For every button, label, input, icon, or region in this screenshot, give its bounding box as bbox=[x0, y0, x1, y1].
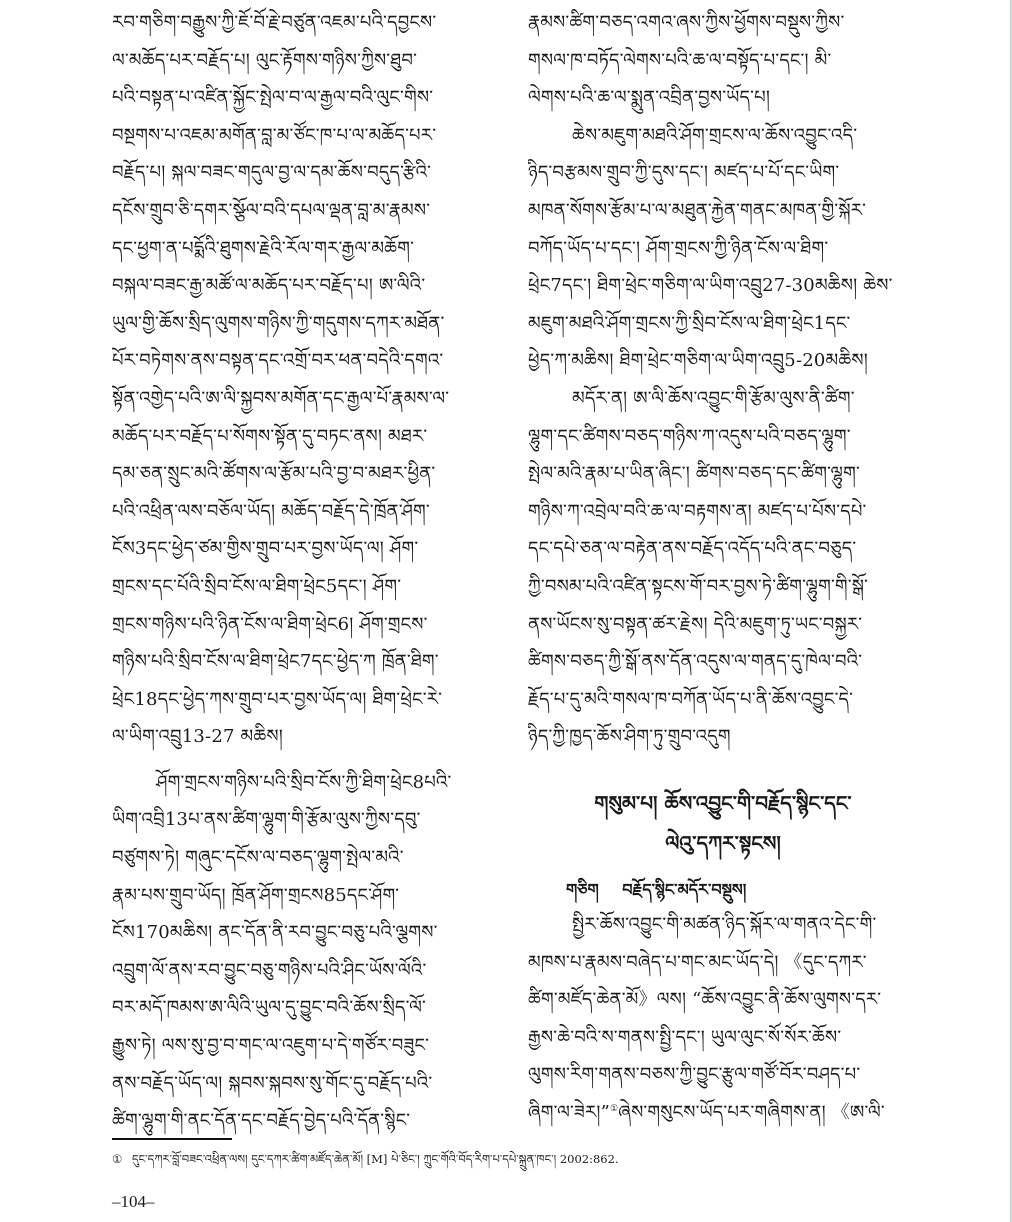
left-paragraph-1 bbox=[112, 4, 502, 756]
text-line: ལུགས་རིག་གནས་བཅས་ཀྱི་བྱུང་རྩུལ་གཙོ་བོར་བཤད་པ་ bbox=[528, 1064, 861, 1086]
text-line: ཉིད་ཀྱི་ཁྱད་ཆོས་ཤིག་ཏུ་གྲུབ་འདུག bbox=[528, 726, 731, 748]
text-line: དམ་ཅན་སྲུང་མའི་ཚོགས་ལ་རྩོམ་པའི་བྱ་བ་མཐར་ཕྱིན་ bbox=[112, 463, 436, 485]
text-line: ངོས170མཆིས། ནང་དོན་ནི་རབ་བྱུང་བཅུ་པའི་ལྕགས་ bbox=[112, 922, 438, 944]
text-line: ཚིག་མཛོད་ཆེན་མོ》ལས། “ཆོས་འབྱུང་ནི་ཆོས་ལུགས་དར་ bbox=[528, 989, 882, 1011]
text-line: དང་ཕྱག་ན་པདྨོའི་ཐུགས་རྗེའི་རོལ་གར་རྒྱལ་མཆོག་ bbox=[112, 237, 415, 259]
text-line: ནས་ཡོངས་སུ་བསྟན་ཚར་རྗེས། དེའི་མཇུག་ཏུ་ཡང་བསྐྱར་ bbox=[528, 613, 863, 635]
subsection-title: བརྗོད་སྙིང་མདོར་བསྡུས། bbox=[622, 880, 747, 899]
text-line: ཕྱེད་ཀ་མཆིས། ཐིག་ཕྲེང་གཅིག་ལ་ཡིག་འབྲུ5-20མཆིས། bbox=[528, 350, 868, 372]
text-line: ལ་མཆོད་པར་བརྗོད་པ། ལུང་རྟོགས་གཉིས་ཀྱིས་ཐུབ་ bbox=[112, 49, 418, 71]
right-column bbox=[528, 4, 918, 756]
footnote-marker: ① bbox=[112, 1152, 123, 1166]
text-segment: ཞེས་གསུངས་ཡོད་པར་གཞིགས་ན། 《ཨ་ལི་ bbox=[618, 1101, 885, 1123]
text-line: ཆེས་མཇུག་མཐའི་ཤོག་གྲངས་ལ་ཆོས་འབྱུང་འདི་ bbox=[572, 124, 858, 146]
text-line: ཉིད་བརྩམས་གྲུབ་ཀྱི་དུས་དང་། མཛད་པ་པོ་དང་ཡིག་ bbox=[528, 162, 840, 184]
text-line: དངོས་གྲུབ་ཅི་དགར་སྩོལ་བའི་དཔལ་ལྡན་བླ་མ་རྣམས་ bbox=[112, 199, 431, 221]
text-line: ཡུལ་གྱི་ཆོས་སྲིད་ལུགས་གཉིས་ཀྱི་གདུགས་དཀར་མཐོན་ bbox=[112, 312, 445, 334]
text-line: རྒྱས་ཆེ་བའི་ས་གནས་སྤྱི་དང་། ཡུལ་ལུང་སོ་སོར་ཆོས་ bbox=[528, 1026, 842, 1048]
text-line: རྣམས་ཚིག་བཅད་འགའ་ཞས་ཀྱིས་ཕྱོགས་བསྡུས་ཀྱིས་ bbox=[528, 12, 845, 33]
text-line: མཁས་པ་རྣམས་བཞེད་པ་གང་མང་ཡོད་དེ། 《དུང་དཀར་ bbox=[528, 951, 867, 973]
text-line: རྣམ་པས་གྲུབ་ཡོད། ཁྲོན་ཤོག་གྲངས85དང་ཤོག་ bbox=[112, 884, 400, 906]
right-paragraph-4 bbox=[528, 906, 918, 1132]
text-line: མཆོད་པར་བརྗོད་པ་སོགས་སྟོན་དུ་བཏང་ནས། མཐར་ bbox=[112, 425, 428, 447]
footnote-text: དུང་དཀར་བློ་བཟང་འཕྲིན་ལས། དུང་དཀར་ཚིག་མཛོད་ཆེན་མོ། [M] པེ་ཅིང་། ཀྲུང་གོའི་བོད་རིག་པ་དཔེ་སྐྲུན་ཁང་། 2002:862. bbox=[131, 1152, 619, 1166]
text-line: ཚིག་ལྷུག་གི་ནང་དོན་དང་བརྗོད་བྱེད་པའི་དོན་སྙིང་ bbox=[112, 1110, 411, 1132]
footnote bbox=[112, 1150, 619, 1168]
text-line: མཇུག་མཐའི་ཤོག་གྲངས་ཀྱི་སྲིབ་ངོས་ལ་ཐིག་ཕྲེང1དང་ bbox=[528, 312, 851, 334]
subsection-number: གཅིག bbox=[566, 880, 599, 899]
text-line: གཉིས་པའི་སྲིབ་ངོས་ལ་ཐིག་ཕྲེང7དང་ཕྱེད་ཀ ཁྲོན་ཐིག་ bbox=[112, 651, 439, 673]
text-line: ཕྲེང7དང་། ཐིག་ཕྲེང་གཅིག་ལ་ཡིག་འབྲུ27-30མཆིས། ཆེས་ bbox=[528, 275, 893, 297]
text-line: པའི་འཕྲིན་ལས་བཅོལ་ཡོད། མཆོད་བརྗོད་དེ་ཁྲོན་ཤོག་ bbox=[112, 500, 430, 522]
footnote-separator bbox=[112, 1138, 232, 1140]
text-line: བཙུགས་ཏེ། གཞུང་དངོས་ལ་བཅད་ལྷུག་སྤེལ་མའི་ bbox=[112, 847, 404, 869]
text-line: མཁན་སོགས་རྩོམ་པ་ལ་མཐུན་རྐྱེན་གནང་མཁན་གྱི་སྐོར་ bbox=[528, 199, 867, 221]
text-line: གསལ་ཁ་བཏོད་ལེགས་པའི་ཆ་ལ་བསྟོད་པ་དང་། མི་ bbox=[528, 49, 832, 71]
text-line: རྒྱུས་ཏེ། ལས་སུ་བྱ་བ་གང་ལ་འཇུག་པ་དེ་གཙོར་བཟུང་ bbox=[112, 1035, 430, 1057]
text-line: ལེགས་པའི་ཆ་ལ་སྨུན་འབྲིན་བྱས་ཡོད་པ། bbox=[528, 87, 771, 109]
text-line: ཀྱི་བསམ་པའི་འཛིན་སྟངས་གོ་བར་བྱས་ཏེ་ཚིག་ལྷུག་གི་སྒོ་ bbox=[528, 575, 869, 597]
text-line: བསྔགས་པ་འཇམ་མགོན་བླ་མ་ཙོང་ཁ་པ་ལ་མཆོད་པར་ bbox=[112, 124, 437, 146]
text-line bbox=[528, 1094, 918, 1132]
text-segment: ཞིག་ལ་ཟེར།” bbox=[528, 1101, 610, 1123]
text-line: མདོར་ན། ཨ་ལི་ཆོས་འབྱུང་གི་རྩོམ་ལུས་ནི་ཚིག་ bbox=[572, 387, 855, 409]
text-line: པོར་བཏེགས་ནས་བསྟན་དང་འགྲོ་བར་ཕན་བདེའི་དགའ་ bbox=[112, 350, 444, 372]
text-line: རྗོད་པ་དུ་མའི་གསལ་ཁ་བཀོན་ཡོད་པ་ནི་ཆོས་འབྱུང་དེ་ bbox=[528, 688, 854, 710]
text-line: ལྷུག་དང་ཚིགས་བཅད་གཉིས་ཀ་འདུས་པའི་བཅད་ལྷུག་ bbox=[528, 425, 851, 447]
text-line: རབ་གཅིག་བརྒྱུས་ཀྱི་ཇོ་བོ་རྗེ་བཙུན་འཇམ་པའི་དབྱངས་ bbox=[112, 12, 437, 33]
text-line: སྟོན་འགྱེད་པའི་ཨ་ལི་སྐྱབས་མགོན་དང་རྒྱལ་པོ་རྣམས་ལ་ bbox=[112, 387, 450, 409]
text-line: ཡིག་འབྲི13པ་ནས་ཚིག་ལྷུག་གི་རྩོམ་ལུས་ཀྱིས་དབུ་ bbox=[112, 809, 421, 831]
right-paragraph-2 bbox=[528, 117, 918, 380]
paragraph-spacer bbox=[112, 756, 502, 764]
text-line: ངོས3དང་ཕྱེད་ཙམ་གྱིས་གྲུབ་པར་བྱས་ཡོད་ལ། ཤོག་ bbox=[112, 538, 419, 560]
text-line: གཉིས་ཀ་འབྲེལ་བའི་ཆ་ལ་བརྟགས་ན། མཛད་པ་པོས་དཔེ་ bbox=[528, 500, 867, 522]
text-line: བརྗོད་པ། སྐལ་བཟང་གདུལ་བྱ་ལ་དམ་ཆོས་བདུད་རྩིའི་ bbox=[112, 162, 432, 184]
text-line: གྲངས་གཉིས་པའི་ཉིན་ངོས་ལ་ཐིག་ཕྲེང6། ཤོག་གྲངས་ bbox=[112, 613, 428, 635]
text-line: འབྲུག་ལོ་ནས་རབ་བྱུང་བཅུ་གཉིས་པའི་ཤིང་ཡོས་ལོའི་ bbox=[112, 959, 427, 981]
right-paragraph-1 bbox=[528, 4, 918, 117]
text-line: དང་དཔེ་ཅན་ལ་བརྟེན་ནས་བརྗོད་འདོད་པའི་ནང་བཅུད་ bbox=[528, 538, 857, 560]
text-line: བསྐལ་བཟང་རྒྱ་མཚོ་ལ་མཆོད་པར་བརྗོད་པ། ཨ་ལིའི་ bbox=[112, 275, 426, 297]
text-line: ཤོག་གྲངས་གཉིས་པའི་སྲིབ་ངོས་ཀྱི་ཐིག་ཕྲེང8པའི་ bbox=[156, 771, 452, 793]
text-line: བཀོད་ཡོད་པ་དང་། ཤོག་གྲངས་ཀྱི་ཉིན་ངོས་ལ་ཐིག་ bbox=[528, 237, 829, 259]
text-line: བར་མདོ་ཁམས་ཨ་ལིའི་ཡུལ་དུ་བྱུང་བའི་ཆོས་སྲིད་ལོ་ bbox=[112, 997, 426, 1019]
text-line: སྤྱིར་ཆོས་འབྱུང་གི་མཚན་ཉིད་སྐོར་ལ་གནའ་དེང་གི་ bbox=[572, 914, 877, 935]
page-number: –104– bbox=[112, 1192, 155, 1211]
text-line: སྤེལ་མའི་རྣམ་པ་ཡིན་ཞིང་། ཚིགས་བཅད་དང་ཚིག་ལྷུག་ bbox=[528, 463, 860, 485]
left-column bbox=[112, 4, 502, 1140]
section-heading-continued: ལེའུ་དཀར་སྟངས། bbox=[665, 831, 781, 855]
left-paragraph-2 bbox=[112, 764, 502, 1140]
text-line: ནས་བརྗོད་ཡོད་ལ། སྐབས་སྐབས་སུ་གོང་དུ་བརྗོད་པའི་ bbox=[112, 1072, 433, 1094]
text-line: པའི་བསྟན་པ་འཛིན་སྐྱོང་སྤེལ་བ་ལ་རྒྱལ་བའི་ལུང་གིས་ bbox=[112, 87, 434, 109]
text-line: ཕྲེང18དང་ཕྱེད་ཀས་གྲུབ་པར་བྱས་ཡོད་ལ། ཐིག་ཕྲེང་རེ་ bbox=[112, 688, 443, 710]
footnote-reference[interactable]: ① bbox=[610, 1103, 619, 1114]
text-line: ལ་ཡིག་འབྲུ13-27 མཆིས། bbox=[112, 726, 283, 748]
text-line: གྲངས་དང་པོའི་སྲིབ་ངོས་ལ་ཐིག་ཕྲེང5དང་། ཤོག་ bbox=[112, 575, 402, 597]
right-paragraph-3 bbox=[528, 380, 918, 756]
subsection-heading bbox=[566, 876, 746, 904]
text-line: ཚིགས་བཅད་ཀྱི་སྒོ་ནས་དོན་འདུས་ལ་གནད་དུ་ཁེལ་བའི་ bbox=[528, 651, 863, 673]
section-heading: གསུམ་པ། ཆོས་འབྱུང་གི་བརྗོད་སྙིང་དང་ bbox=[594, 791, 852, 815]
